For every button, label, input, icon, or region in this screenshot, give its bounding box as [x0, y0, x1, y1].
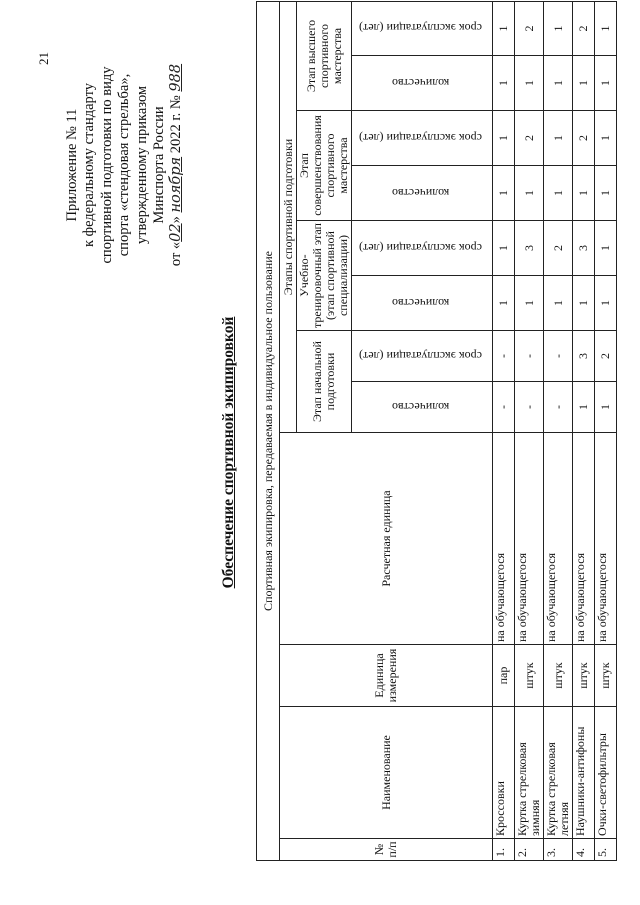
annex-header	[64, 15, 186, 315]
table-row	[595, 1, 617, 860]
cell-unit: пар	[493, 645, 515, 707]
page-number: 21	[36, 52, 51, 65]
cell-num: 3.	[544, 839, 573, 861]
cell-value: 1	[573, 276, 595, 331]
cell-unit: штук	[544, 645, 573, 707]
table-row	[493, 1, 515, 860]
cell-value: 1	[595, 1, 617, 55]
date-mid: »	[168, 212, 185, 224]
annex-line: утвержденному приказом	[133, 85, 150, 245]
annex-line: Минспорта России	[151, 106, 168, 224]
cell-calc: на обучающегося	[595, 433, 617, 645]
cell-num: 5.	[595, 839, 617, 861]
cell-value: 1	[493, 56, 515, 111]
header-qty: количество	[352, 382, 493, 433]
cell-value: 3	[573, 221, 595, 276]
header-term: срок эксплуатации (лет)	[352, 331, 493, 382]
page-title: Обеспечение спортивной экипировкой	[220, 316, 237, 589]
annex-date-line	[168, 15, 185, 315]
cell-value: 1	[544, 56, 573, 111]
cell-value: 1	[515, 276, 544, 331]
cell-value: -	[493, 382, 515, 433]
header-calc-unit: Расчетная единица	[280, 433, 493, 645]
cell-value: 1	[573, 166, 595, 221]
header-stage-highest: Этап высшего спортивного мастерства	[297, 1, 352, 110]
cell-num: 1.	[493, 839, 515, 861]
cell-value: 2	[515, 111, 544, 166]
cell-calc: на обучающегося	[515, 433, 544, 645]
cell-value: 1	[493, 1, 515, 55]
header-stage-initial: Этап начальной подготовки	[297, 331, 352, 433]
handwritten-order-number: 988	[168, 63, 185, 92]
equipment-table	[256, 1, 617, 861]
cell-unit: штук	[595, 645, 617, 707]
cell-value: 1	[595, 111, 617, 166]
cell-value: 1	[544, 1, 573, 55]
header-term: срок эксплуатации (лет)	[352, 1, 493, 55]
cell-value: 1	[493, 276, 515, 331]
cell-value: 1	[544, 111, 573, 166]
cell-num: 4.	[573, 839, 595, 861]
cell-value: 2	[573, 111, 595, 166]
table-row	[544, 1, 573, 860]
header-qty: количество	[352, 56, 493, 111]
cell-value: 2	[595, 331, 617, 382]
cell-value: 1	[595, 56, 617, 111]
cell-name: Куртка стрелковая летняя	[544, 707, 573, 839]
date-prefix: от «	[168, 241, 185, 267]
cell-value: 2	[515, 1, 544, 55]
handwritten-month: ноября	[168, 156, 185, 213]
cell-value: 1	[573, 56, 595, 111]
header-qty: количество	[352, 166, 493, 221]
header-unit: Единица измерения	[280, 645, 493, 707]
cell-value: 1	[595, 382, 617, 433]
cell-value: 1	[595, 221, 617, 276]
cell-calc: на обучающегося	[573, 433, 595, 645]
cell-value: 3	[573, 331, 595, 382]
header-term: срок эксплуатации (лет)	[352, 111, 493, 166]
cell-num: 2.	[515, 839, 544, 861]
cell-value: -	[544, 331, 573, 382]
cell-name: Очки-светофильтры	[595, 707, 617, 839]
cell-value: 1	[573, 382, 595, 433]
header-stage-training: Учебно-тренировочный этап (этап спортивной специализации)	[297, 221, 352, 331]
annex-line: спорта «стендовая стрельба»,	[116, 73, 133, 257]
cell-value: 1	[515, 56, 544, 111]
header-stages-group: Этапы спортивной подготовки	[280, 1, 297, 432]
cell-value: 3	[515, 221, 544, 276]
cell-calc: на обучающегося	[493, 433, 515, 645]
header-name: Наименование	[280, 707, 493, 839]
cell-value: 2	[573, 1, 595, 55]
cell-value: 1	[595, 276, 617, 331]
cell-value: 2	[544, 221, 573, 276]
table-caption: Спортивная экипировка, передаваемая в индивидуальное пользование	[257, 1, 280, 860]
cell-calc: на обучающегося	[544, 433, 573, 645]
cell-value: -	[515, 382, 544, 433]
cell-name: Кроссовки	[493, 707, 515, 839]
cell-name: Куртка стрелковая зимняя	[515, 707, 544, 839]
handwritten-day: 02	[168, 223, 185, 242]
date-year: 2022 г. №	[168, 91, 185, 157]
annex-line: спортивной подготовки по виду	[98, 66, 115, 264]
table-row	[573, 1, 595, 860]
cell-unit: штук	[573, 645, 595, 707]
cell-name: Наушники-антифоны	[573, 707, 595, 839]
cell-value: 1	[493, 221, 515, 276]
cell-unit: штук	[515, 645, 544, 707]
cell-value: 1	[544, 276, 573, 331]
cell-value: 1	[595, 166, 617, 221]
cell-value: 1	[493, 166, 515, 221]
table-row	[515, 1, 544, 860]
cell-value: -	[515, 331, 544, 382]
header-term: срок эксплуатации (лет)	[352, 221, 493, 276]
annex-title: Приложение № 11	[64, 108, 80, 222]
header-qty: количество	[352, 276, 493, 331]
header-stage-improvement: Этап совершенствования спортивного мастерства	[297, 111, 352, 221]
header-num: № п/п	[280, 839, 493, 861]
annex-line: к федеральному стандарту	[81, 83, 98, 247]
cell-value: -	[493, 331, 515, 382]
cell-value: 1	[493, 111, 515, 166]
cell-value: -	[544, 382, 573, 433]
cell-value: 1	[544, 166, 573, 221]
cell-value: 1	[515, 166, 544, 221]
